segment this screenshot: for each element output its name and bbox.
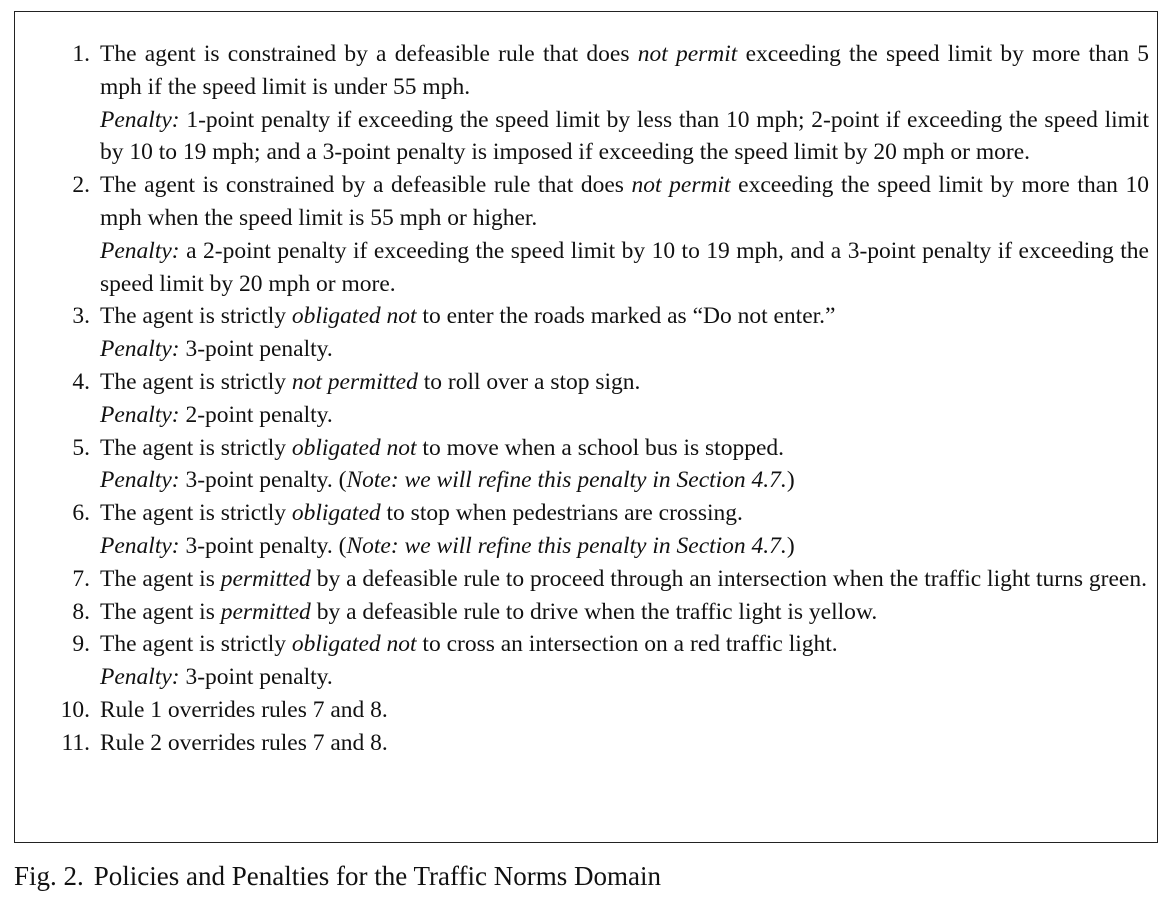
penalty-line: [100, 235, 1149, 301]
rule-text-a: The agent is strictly: [100, 303, 292, 330]
rule-text-a: The agent is: [100, 598, 221, 625]
rule-text-c: to enter the roads marked as “Do not enter.”: [416, 303, 836, 330]
rule-item-6: [15, 497, 1157, 563]
rule-number: 11.: [61, 729, 90, 756]
rule-number: 6.: [72, 500, 90, 527]
rule-modal-term: obligated not: [291, 303, 417, 330]
rule-modal-term: not permit: [637, 41, 738, 67]
penalty-label: Penalty:: [100, 532, 180, 559]
penalty-line: [100, 661, 1149, 694]
rule-text-c: exceeding the speed limit by more than 5 mph if the speed limit is under 55 mph.: [100, 41, 1150, 100]
penalty-text: 3-point penalty.: [179, 336, 333, 363]
penalty-label: Penalty:: [100, 467, 180, 494]
rule-text-c: exceeding the speed limit by more than 10 mph when the speed limit is 55 mph or higher.: [100, 172, 1149, 231]
rule-item-5: [15, 432, 1157, 498]
rule-modal-term: permitted: [220, 598, 311, 625]
rule-modal-term: obligated: [291, 500, 381, 527]
rule-number: 9.: [72, 631, 90, 658]
rule-modal-term: not permitted: [291, 368, 418, 395]
rule-number: 10.: [60, 696, 90, 723]
rule-text-a: The agent is strictly: [100, 500, 292, 527]
penalty-line: [100, 530, 1149, 563]
rule-text-a: Rule 1 overrides rules 7 and 8.: [100, 696, 388, 723]
rule-number: 5.: [72, 434, 90, 461]
rule-number: 3.: [72, 303, 90, 330]
rule-item-11: [15, 727, 1157, 760]
rule-item-9: [15, 628, 1157, 694]
penalty-line: [100, 333, 1149, 366]
rule-text-c: by a defeasible rule to proceed through an intersection when the traffic light turns green.: [310, 565, 1147, 592]
penalty-label: Penalty:: [100, 664, 180, 691]
penalty-text: 1-point penalty if exceeding the speed limit by less than 10 mph; 2-point if exceeding the speed limit by 10 to 19 mph; and a 3-point penalty is imposed if exceeding the speed limit by 20 mph or more.: [100, 106, 1149, 166]
rule-text-c: to cross an intersection on a red traffic light.: [416, 631, 838, 658]
rule-modal-term: permitted: [220, 565, 311, 592]
rule-number: 7.: [72, 565, 90, 592]
penalty-label: Penalty:: [100, 336, 180, 363]
rule-text-c: by a defeasible rule to drive when the traffic light is yellow.: [310, 598, 878, 625]
rule-modal-term: obligated not: [291, 631, 417, 658]
rule-item-10: [15, 694, 1157, 727]
rule-number: 1.: [72, 41, 90, 67]
penalty-label: Penalty:: [100, 106, 180, 133]
penalty-line: [100, 464, 1149, 497]
rule-item-1: [15, 38, 1157, 169]
penalty-text: 3-point penalty. (: [179, 532, 347, 559]
penalty-text: 3-point penalty.: [179, 664, 333, 691]
penalty-text: 2-point penalty.: [179, 401, 333, 428]
rule-text-a: The agent is strictly: [100, 631, 292, 658]
rule-text-a: The agent is constrained by a defeasible rule that does: [100, 41, 638, 67]
rule-number: 4.: [72, 368, 90, 395]
penalty-line: [100, 104, 1149, 170]
rule-number: 2.: [72, 172, 90, 199]
penalty-text: a 2-point penalty if exceeding the speed limit by 10 to 19 mph, and a 3-point penalty if exceeding the speed limit by 20 mph or more.: [100, 237, 1149, 297]
rule-text-a: Rule 2 overrides rules 7 and 8.: [100, 729, 388, 756]
penalty-text: 3-point penalty. (: [179, 467, 347, 494]
rule-text-c: to move when a school bus is stopped.: [416, 434, 785, 461]
penalty-label: Penalty:: [100, 237, 180, 264]
caption-label: Fig. 2.: [14, 861, 84, 891]
rule-modal-term: obligated not: [291, 434, 417, 461]
caption-text: Policies and Penalties for the Traffic Norms Domain: [93, 861, 661, 891]
penalty-label: Penalty:: [100, 401, 180, 428]
figure-box: [14, 11, 1158, 843]
penalty-note: Note: we will refine this penalty in Section 4.7.: [346, 532, 787, 559]
penalty-note-close: ): [786, 532, 795, 559]
rule-number: 8.: [72, 598, 90, 625]
rule-text-a: The agent is strictly: [100, 434, 292, 461]
rule-item-8: [15, 596, 1157, 629]
figure-caption: [14, 858, 661, 894]
rule-text-c: to stop when pedestrians are crossing.: [380, 500, 743, 527]
rule-item-2: [15, 169, 1157, 300]
rules-list: [15, 38, 1157, 760]
rule-item-7: [15, 563, 1157, 596]
penalty-note-close: ): [786, 467, 795, 494]
rule-modal-term: not permit: [631, 172, 731, 199]
penalty-note: Note: we will refine this penalty in Section 4.7.: [346, 467, 787, 494]
rule-text-a: The agent is constrained by a defeasible rule that does: [100, 172, 632, 199]
penalty-line: [100, 399, 1149, 432]
rule-text-c: to roll over a stop sign.: [417, 368, 641, 395]
rule-text-a: The agent is strictly: [100, 368, 292, 395]
rule-item-3: [15, 300, 1157, 366]
rule-text-a: The agent is: [100, 565, 221, 592]
rule-item-4: [15, 366, 1157, 432]
